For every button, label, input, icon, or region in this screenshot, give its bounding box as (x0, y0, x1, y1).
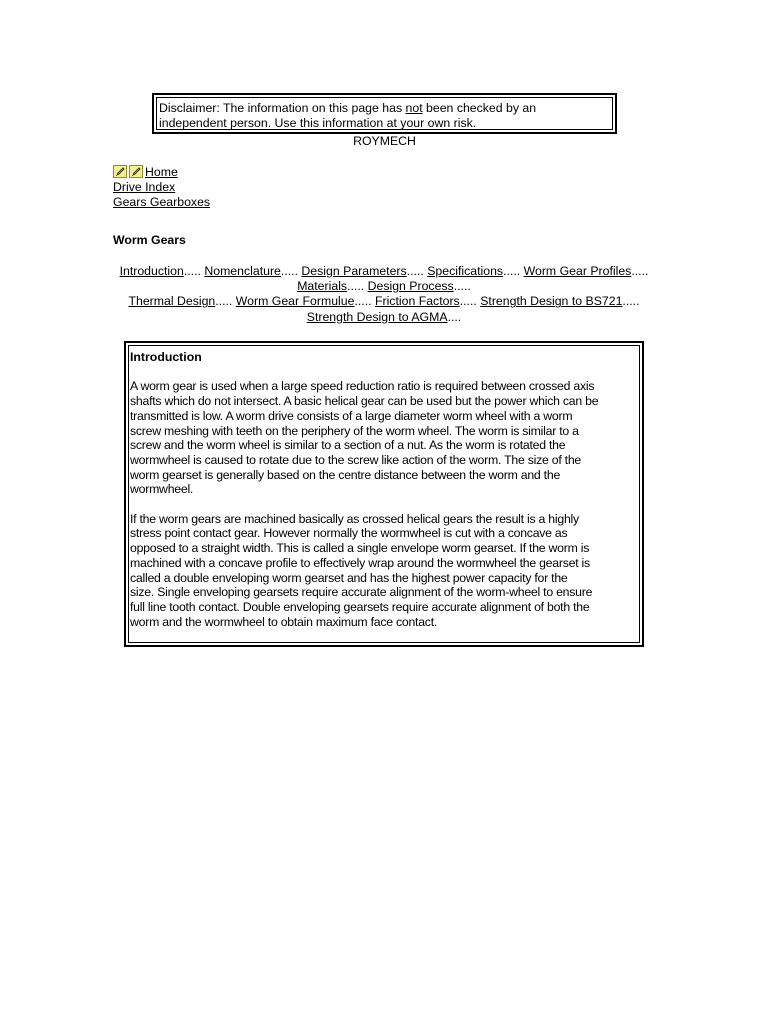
toc-separator: .... (447, 309, 462, 324)
text-line: called a double enveloping worm gearset and has the highest power capacity for the (130, 570, 568, 585)
introduction-content (128, 345, 640, 643)
page-title: Worm Gears (113, 233, 186, 247)
home-row (113, 165, 210, 180)
toc-separator: ..... (453, 279, 471, 294)
site-brand: ROYMECH (353, 134, 416, 148)
toc-line-1 (108, 264, 660, 279)
pencil-icon[interactable] (113, 165, 127, 178)
section-heading: Introduction (130, 350, 202, 364)
table-of-contents (108, 264, 660, 325)
text-line: screw meshing with teeth on the periphery of the worm wheel. The worm is similar to a (130, 423, 579, 438)
paragraph-1 (130, 379, 638, 497)
toc-separator: ..... (459, 294, 477, 309)
toc-link-introduction[interactable]: Introduction (119, 264, 184, 278)
toc-line-3 (108, 294, 660, 309)
text-line: transmitted is low. A worm drive consists of a large diameter worm wheel with a worm (130, 408, 573, 423)
toc-link-friction-factors[interactable]: Friction Factors (374, 294, 460, 309)
text-line: full line tooth contact. Double enveloping gearsets require accurate alignment of both the (130, 599, 590, 614)
toc-link-strength-bs721[interactable]: Strength Design to BS721 (480, 294, 623, 309)
toc-separator: ..... (406, 264, 424, 278)
disclaimer-box (152, 93, 617, 134)
text-line: opposed to a straight width. This is called a single envelope worm gearset. If the worm is (130, 541, 590, 556)
toc-link-design-parameters[interactable]: Design Parameters (301, 264, 407, 278)
disclaimer-line1-pre: Disclaimer: The information on this page has (159, 101, 406, 115)
text-line: If the worm gears are machined basically as crossed helical gears the result is a highly (130, 511, 579, 526)
gears-gearboxes-link[interactable]: Gears Gearboxes (113, 194, 211, 209)
toc-separator: ..... (503, 264, 521, 278)
disclaimer-text (156, 97, 613, 130)
text-line: size. Single enveloping gearsets require accurate alignment of the worm-wheel to ensure (130, 585, 593, 600)
toc-link-worm-gear-profiles[interactable]: Worm Gear Profiles (523, 264, 632, 278)
home-link[interactable]: Home (145, 165, 178, 179)
disclaimer-emphasis: not (405, 101, 423, 115)
toc-link-design-process[interactable]: Design Process (367, 279, 454, 294)
text-line: worm gearset is generally based on the centre distance between the worm and the (130, 467, 561, 482)
drive-index-link[interactable]: Drive Index (113, 179, 176, 194)
text-line: A worm gear is used when a large speed reduction ratio is required between crossed axis (130, 379, 595, 394)
toc-link-materials[interactable]: Materials (297, 279, 348, 294)
text-line: machined with a concave profile to effectively wrap around the wormwheel the gearset is (130, 555, 590, 570)
text-line: stress point contact gear. However normally the wormwheel is cut with a concave as (130, 526, 568, 541)
disclaimer-line1-post: been checked by an (422, 101, 537, 115)
toc-line-4 (108, 310, 660, 325)
toc-link-nomenclature[interactable]: Nomenclature (204, 264, 281, 278)
toc-line-2 (108, 279, 660, 294)
toc-separator: ..... (183, 264, 201, 278)
toc-separator: ..... (280, 264, 298, 278)
text-line: worm and the wormwheel to obtain maximum face contact. (130, 614, 438, 629)
disclaimer-line2: independent person. Use this information at your own risk. (159, 115, 477, 130)
pencil-icon[interactable] (129, 165, 143, 178)
toc-link-specifications[interactable]: Specifications (427, 264, 504, 278)
toc-separator: ..... (631, 264, 649, 278)
toc-separator: ..... (347, 279, 365, 294)
toc-link-strength-agma[interactable]: Strength Design to AGMA (306, 309, 448, 324)
nav-links (113, 165, 210, 209)
introduction-box (124, 341, 644, 647)
text-line: wormwheel. (130, 482, 194, 497)
text-line: wormwheel is caused to rotate due to the screw like action of the worm. The size of the (130, 452, 582, 467)
toc-separator: ..... (622, 294, 640, 309)
toc-separator: ..... (354, 294, 372, 309)
text-line: shafts which do not intersect. A basic helical gear can be used but the power which can be (130, 394, 599, 409)
toc-link-worm-gear-formulue[interactable]: Worm Gear Formulue (235, 294, 355, 309)
text-line: screw and the worm wheel is similar to a section of a nut. As the worm is rotated the (130, 438, 566, 453)
toc-separator: ..... (215, 294, 233, 309)
toc-link-thermal-design[interactable]: Thermal Design (128, 294, 216, 309)
paragraph-2 (130, 512, 638, 630)
